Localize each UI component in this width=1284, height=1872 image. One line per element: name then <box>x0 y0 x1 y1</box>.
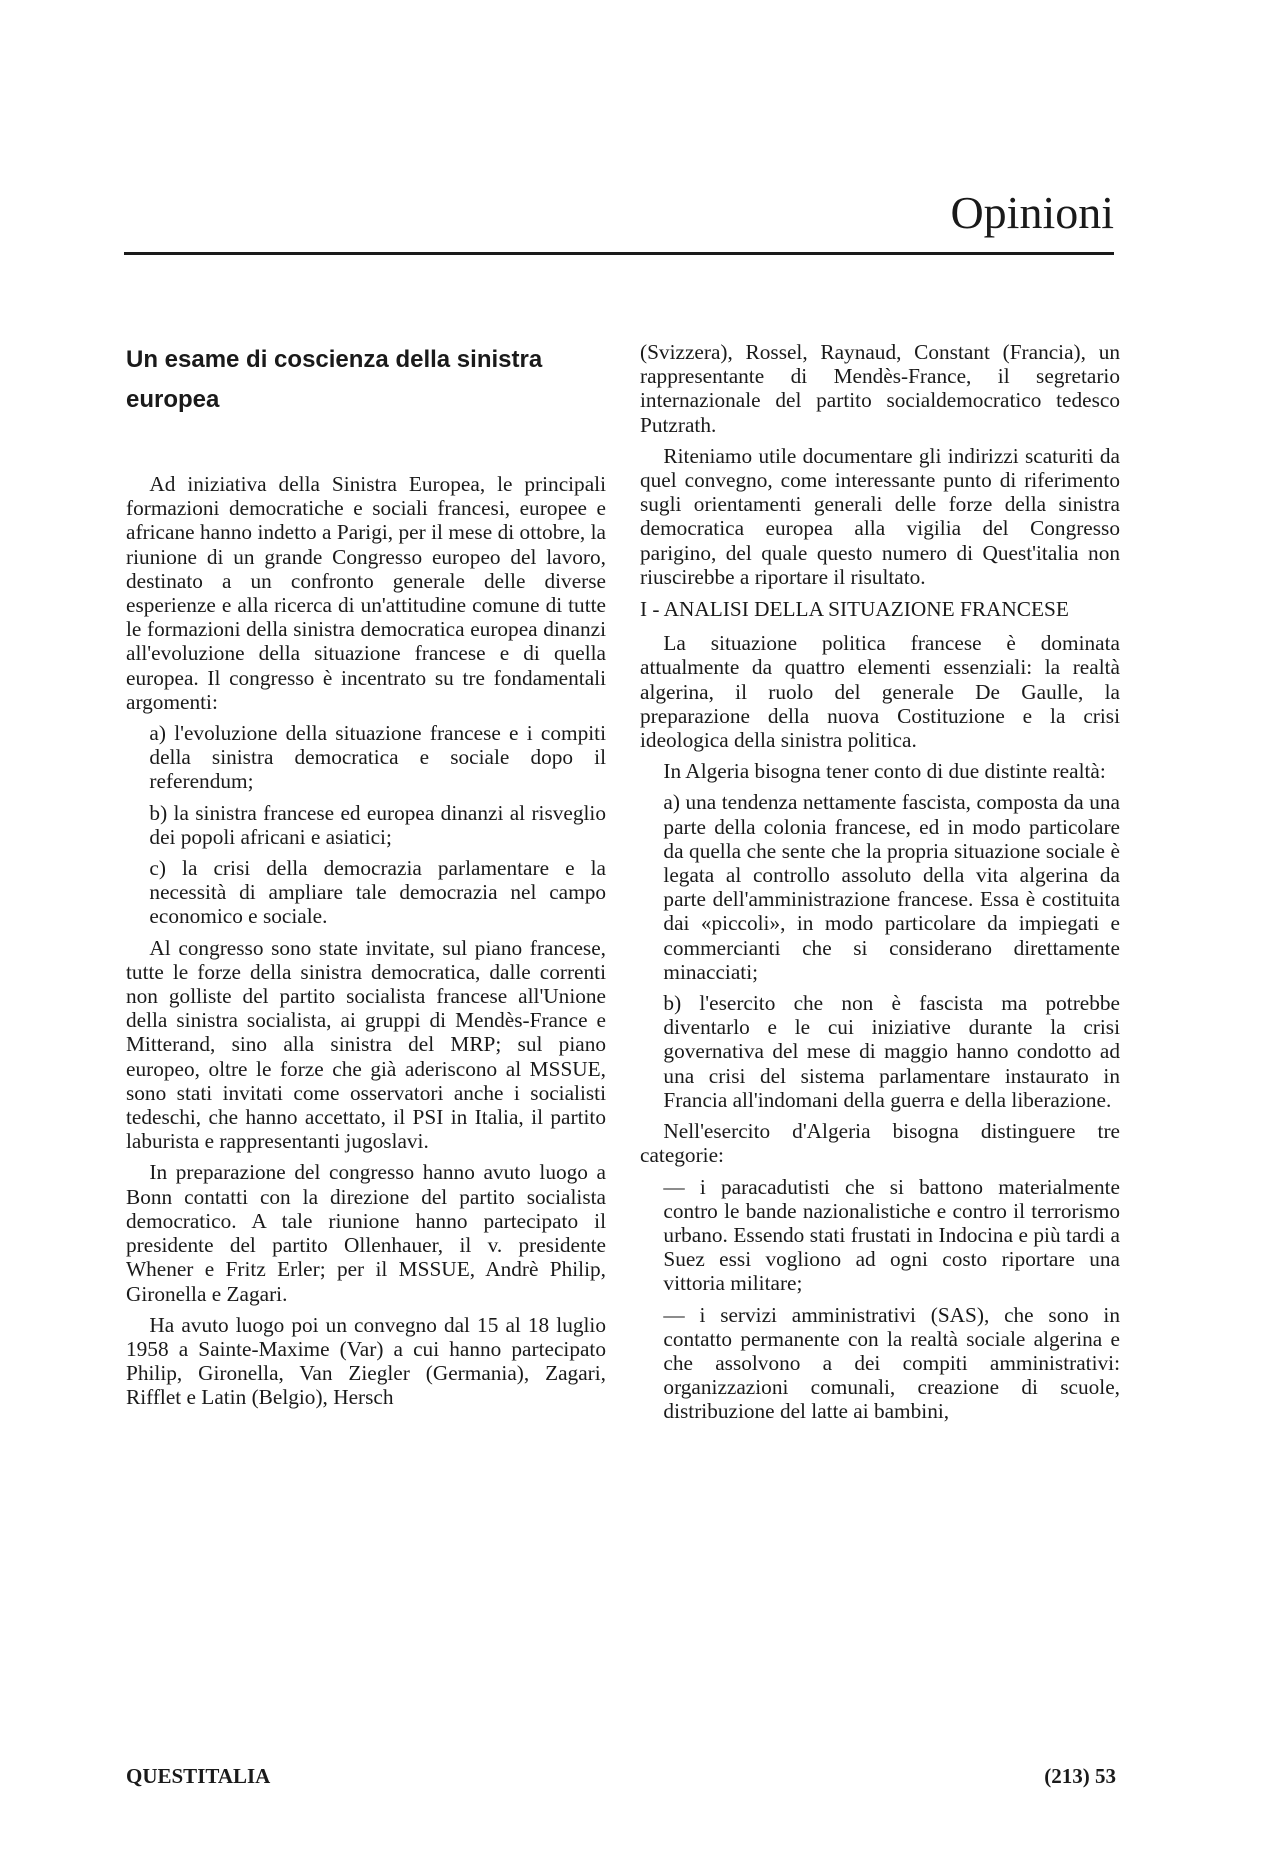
title-rule <box>124 252 1114 255</box>
list-item: c) la crisi della democrazia parlamentare e la necessità di ampliare tale democrazia nel campo economico e sociale. <box>149 856 606 929</box>
list-item: a) una tendenza nettamente fascista, composta da una parte della colonia francese, ed in modo particolare da quella che sente che la propria situazione sociale è legata al controllo assoluto della vita algerina da parte dell'amministrazione francese. Essa è costituita dai «piccoli», in modo particolare da impiegati e commercianti che si considerano direttamente minacciati; <box>663 790 1120 984</box>
paragraph: La situazione politica francese è dominata attualmente da quattro elementi essenziali: la realtà algerina, il ruolo del generale De Gaulle, la preparazione della nuova Costituzione e la crisi ideologica della sinistra politica. <box>640 631 1120 753</box>
article-title: Un esame di coscienza della sinistra europea <box>126 346 543 413</box>
paragraph: Ha avuto luogo poi un convegno dal 15 al 18 luglio 1958 a Sainte-Maxime (Var) a cui hanno partecipato Philip, Gironella, Van Ziegler (Germania), Zagari, Rifflet e Latin (Belgio), Hersch <box>126 1312 606 1410</box>
list-item: a) l'evoluzione della situazione francese e i compiti della sinistra democratica e sociale dopo il referendum; <box>149 721 606 794</box>
page-number: (213) 53 <box>1044 1764 1116 1788</box>
paragraph: (Svizzera), Rossel, Raynaud, Constant (Francia), un rappresentante di Mendès-France, il segretario internazionale del partito socialdemocratico tedesco Putzrath. <box>640 340 1120 437</box>
list-item: — i paracadutisti che si battono materialmente contro le bande nazionalistiche e contro il terrorismo urbano. Essendo stati frustati in Indocina e più tardi a Suez essi vogliono ad ogni costo riportare una vittoria militare; <box>663 1174 1120 1296</box>
paragraph: Al congresso sono state invitate, sul piano francese, tutte le forze della sinistra democratica, dalle correnti non golliste del partito socialista francese all'Unione della sinistra socialista, ai gruppi di Mendès-France e Mitterand, sino alla sinistra del MRP; sul piano europeo, oltre le forze che già aderiscono al MSSUE, sono stati invitati come osservatori anche i socialisti tedeschi, che hanno accettato, il PSI in Italia, il partito laburista e rappresentanti jugoslavi. <box>126 935 606 1154</box>
paragraph: In preparazione del congresso hanno avuto luogo a Bonn contatti con la direzione del partito socialista democratico. A tale riunione hanno partecipato il presidente del partito Ollenhauer, il v. presidente Whener e Fritz Erler; per il MSSUE, Andrè Philip, Gironella e Zagari. <box>126 1160 606 1306</box>
journal-name: QUESTITALIA <box>126 1764 271 1788</box>
paragraph: Riteniamo utile documentare gli indirizzi scaturiti da quel convegno, come interessante punto di riferimento sugli orientamenti generali delle forze della sinistra democratica europea alla vigilia del Congresso parigino, del quale questo numero di Quest'italia non riuscirebbe a riportare il risultato. <box>640 443 1120 589</box>
list-item: b) la sinistra francese ed europea dinanzi al risveglio dei popoli africani e asiatici; <box>149 800 606 849</box>
right-column <box>640 340 1120 1730</box>
list-item: — i servizi amministrativi (SAS), che sono in contatto permanente con la realtà sociale algerina e che assolvono a dei compiti amministrativi: organizzazioni comunali, creazione di scuole, distribuzione del latte ai bambini, <box>663 1302 1120 1424</box>
paragraph: Nell'esercito d'Algeria bisogna distinguere tre categorie: <box>640 1119 1120 1168</box>
paragraph: Ad iniziativa della Sinistra Europea, le principali formazioni democratiche e sociali francesi, europee e africane hanno indetto a Parigi, per il mese di ottobre, la riunione di un grande Congresso europeo del lavoro, destinato a un confronto generale delle diverse esperienze e alla ricerca di un'attitudine comune di tutte le formazioni della sinistra democratica europea dinanzi all'evoluzione della situazione francese e di quella europea. Il congresso è incentrato su tre fondamentali argomenti: <box>126 472 606 714</box>
paragraph: In Algeria bisogna tener conto di due distinte realtà: <box>663 759 1106 784</box>
left-column <box>126 340 606 1730</box>
section-heading: I - ANALISI DELLA SITUAZIONE FRANCESE <box>640 597 1069 622</box>
section-title: Opinioni <box>950 187 1114 238</box>
list-item: b) l'esercito che non è fascista ma potrebbe diventarlo e le cui iniziative durante la crisi governativa del mese di maggio hanno condotto ad una crisi del sistema parlamentare instaurato in Francia all'indomani della guerra e della liberazione. <box>663 991 1120 1112</box>
